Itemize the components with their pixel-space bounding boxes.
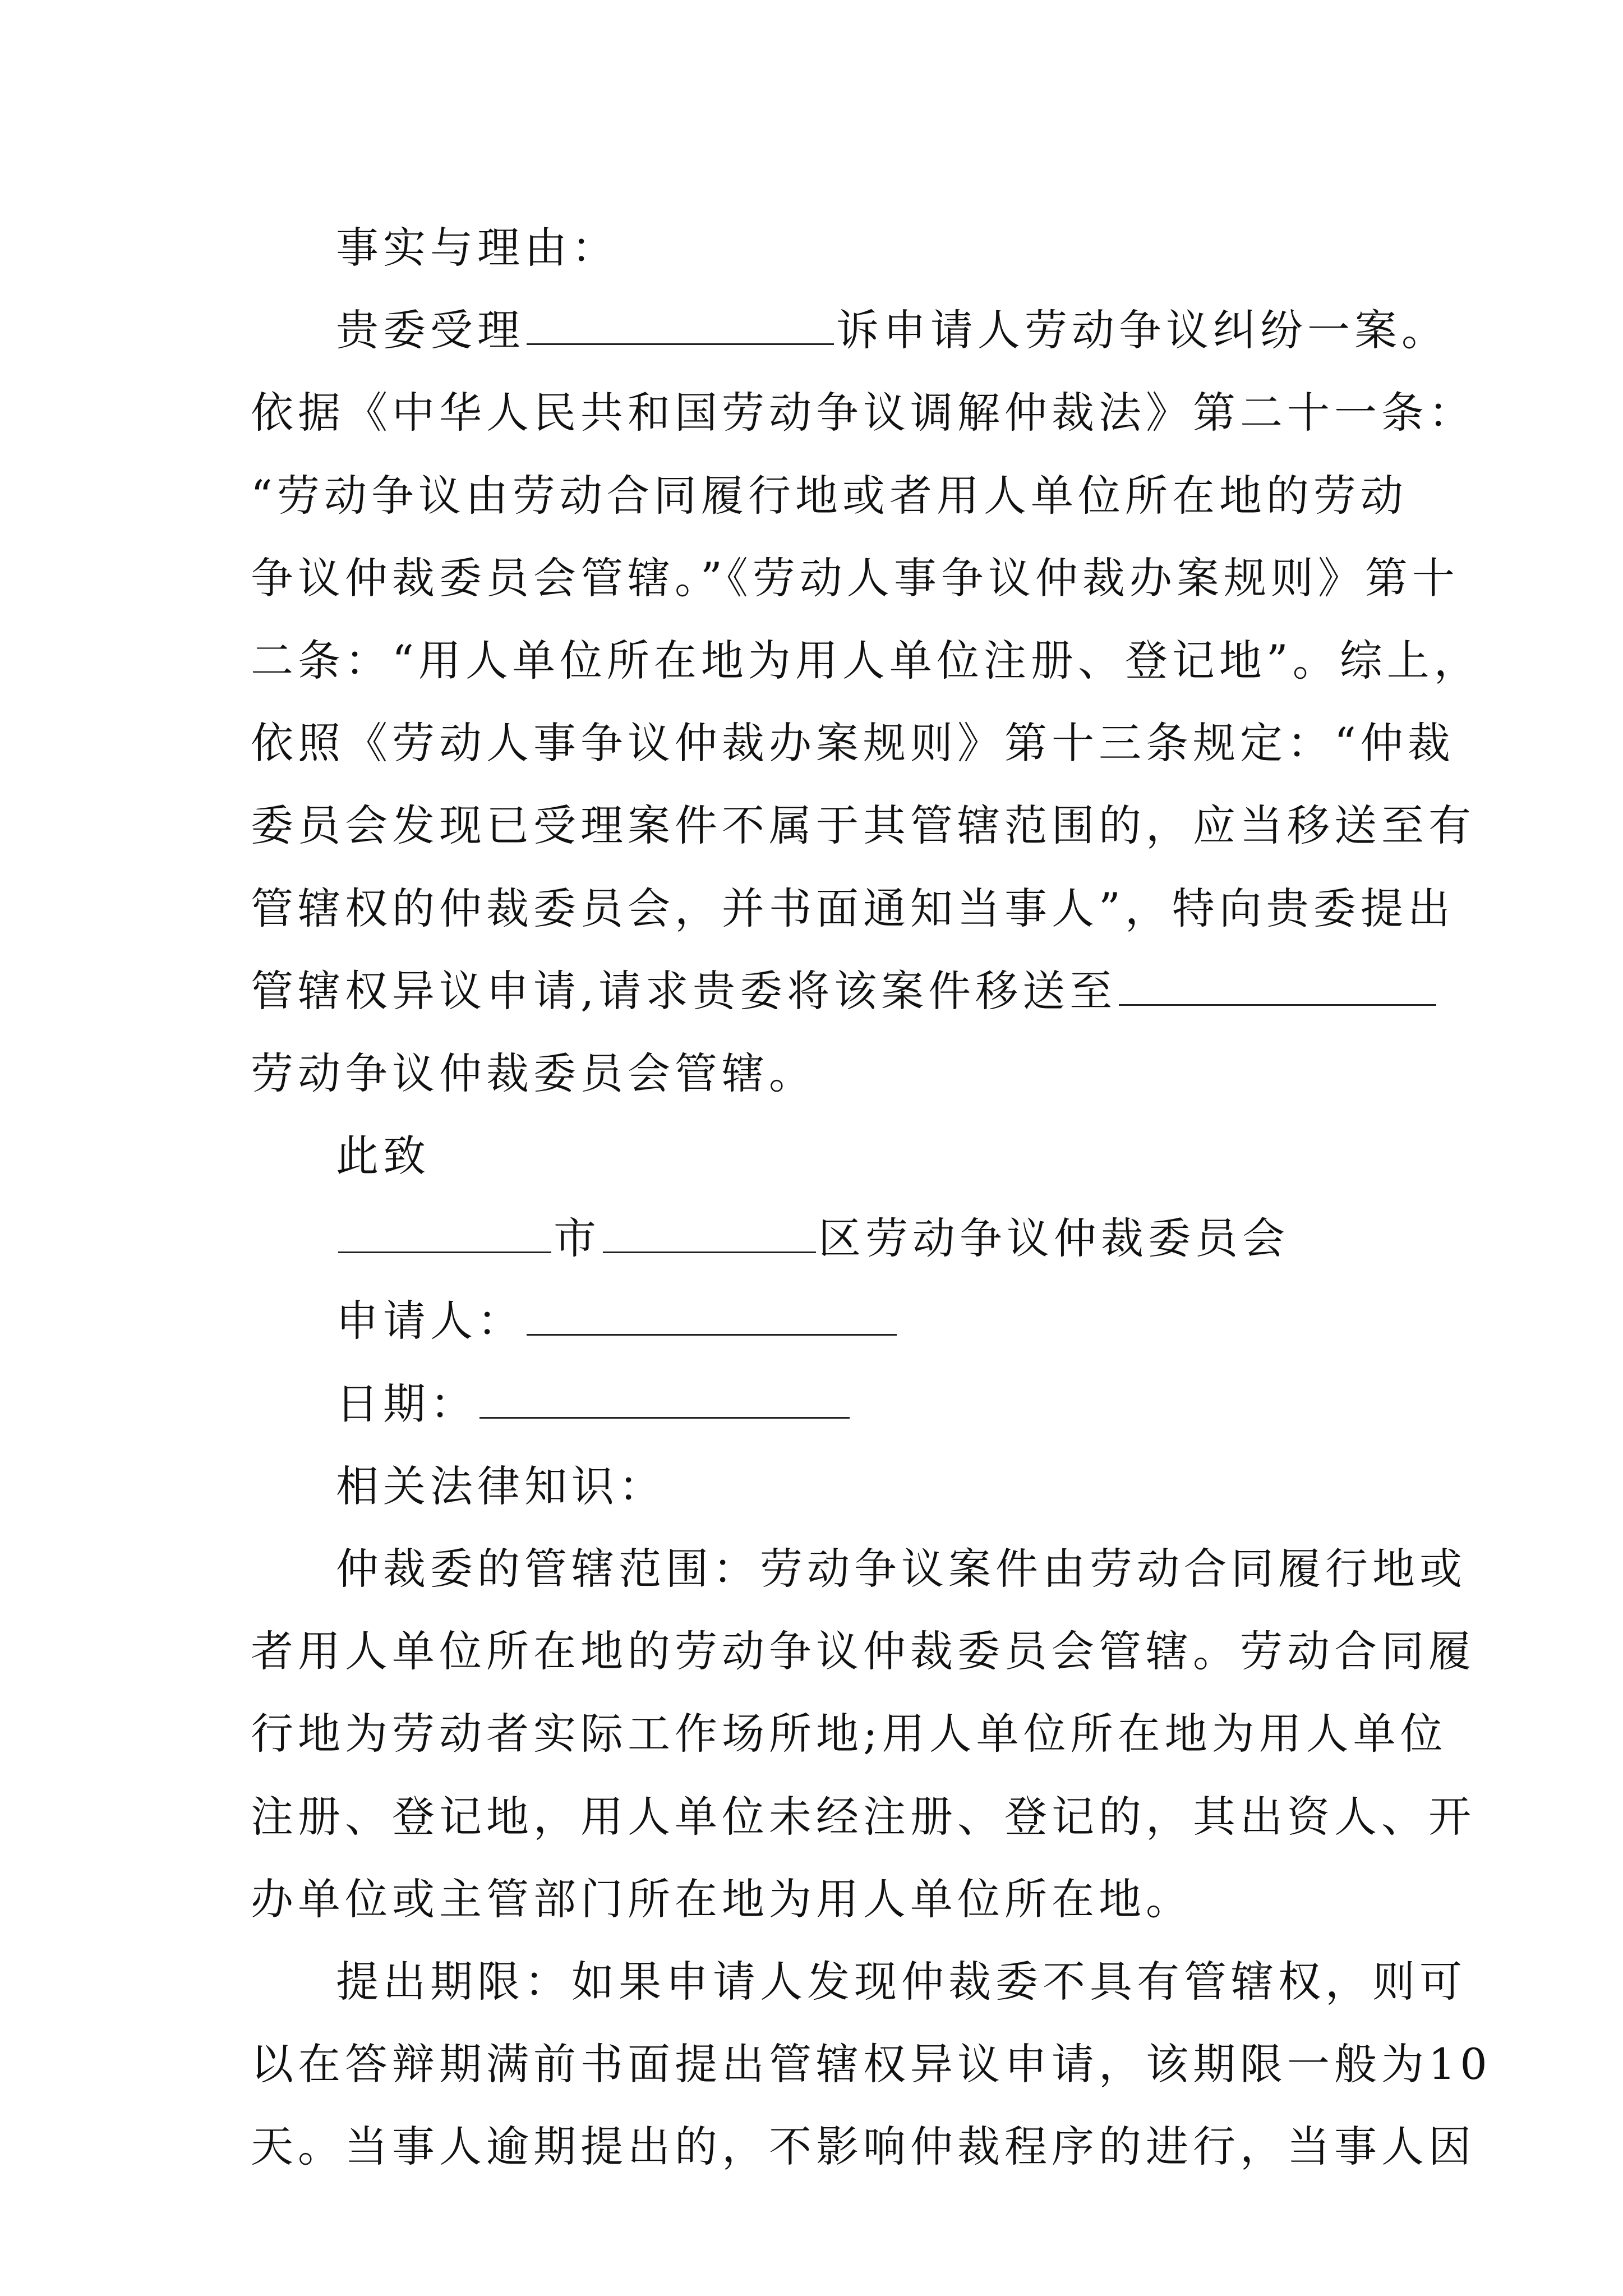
applicant-line bbox=[251, 1280, 1378, 1362]
transfer-target-blank[interactable] bbox=[1119, 969, 1436, 1006]
law-para1-line2: 者用人单位所在地的劳动争议仲裁委员会管辖。劳动合同履 bbox=[251, 1626, 1476, 1677]
date-blank[interactable] bbox=[479, 1382, 850, 1419]
para1-line2: 依据《中华人民共和国劳动争议调解仲裁法》第二十一条： bbox=[251, 388, 1476, 438]
date-label: 日期： bbox=[336, 1378, 477, 1429]
district-blank[interactable] bbox=[603, 1217, 816, 1253]
city-suffix: 市 bbox=[554, 1213, 601, 1264]
para1-line4: 争议仲裁委员会管辖。”《劳动人事争议仲裁办案规则》第十 bbox=[251, 553, 1459, 603]
para1-line3: “劳动争议由劳动合同履行地或者用人单位所在地的劳动 bbox=[251, 470, 1408, 521]
para1-line9-text: 管辖权异议申请,请求贵委将该案件移送至 bbox=[251, 965, 1117, 1016]
document-body bbox=[251, 206, 1492, 2188]
city-blank[interactable] bbox=[338, 1217, 551, 1253]
para1-line9 bbox=[251, 950, 1378, 1032]
para1-line8: 管辖权的仲裁委员会，并书面通知当事人”，特向贵委提出 bbox=[251, 883, 1455, 933]
law-heading: 相关法律知识： bbox=[336, 1461, 666, 1511]
law-para1-line5: 办单位或主管部门所在地为用人单位所在地。 bbox=[251, 1874, 1193, 1924]
salutation: 此致 bbox=[336, 1131, 430, 1181]
law-para1-line1: 仲裁委的管辖范围：劳动争议案件由劳动合同履行地或 bbox=[336, 1544, 1467, 1594]
para1-line1 bbox=[251, 289, 1449, 371]
respondent-blank[interactable] bbox=[527, 309, 834, 345]
para1-line1-post: 诉申请人劳动争议纠纷一案。 bbox=[836, 305, 1449, 356]
recipient-line bbox=[251, 1197, 1378, 1280]
para1-line7: 委员会发现已受理案件不属于其管辖范围的，应当移送至有 bbox=[251, 800, 1476, 851]
para1-line6: 依照《劳动人事争议仲裁办案规则》第十三条规定：“仲裁 bbox=[251, 718, 1455, 769]
applicant-label: 申请人： bbox=[336, 1296, 524, 1346]
law-para1-line4: 注册、登记地，用人单位未经注册、登记的，其出资人、开 bbox=[251, 1791, 1476, 1842]
applicant-blank[interactable] bbox=[527, 1299, 897, 1336]
para1-line1-pre: 贵委受理 bbox=[336, 305, 524, 356]
para1-line5: 二条：“用人单位所在地为用人单位注册、登记地”。综上， bbox=[251, 635, 1481, 685]
para1-line10: 劳动争议仲裁委员会管辖。 bbox=[251, 1048, 816, 1098]
date-line bbox=[251, 1363, 1378, 1445]
law-para2-line1: 提出期限：如果申请人发现仲裁委不具有管辖权，则可 bbox=[336, 1956, 1467, 2007]
law-para2-line2: 以在答辩期满前书面提出管辖权异议申请，该期限一般为10 bbox=[251, 2039, 1492, 2090]
facts-heading: 事实与理由： bbox=[336, 223, 619, 273]
law-para2-line3: 天。当事人逾期提出的，不影响仲裁程序的进行，当事人因 bbox=[251, 2122, 1476, 2172]
district-suffix: 区劳动争议仲裁委员会 bbox=[818, 1213, 1289, 1264]
law-para1-line3: 行地为劳动者实际工作场所地;用人单位所在地为用人单位 bbox=[251, 1709, 1447, 1759]
